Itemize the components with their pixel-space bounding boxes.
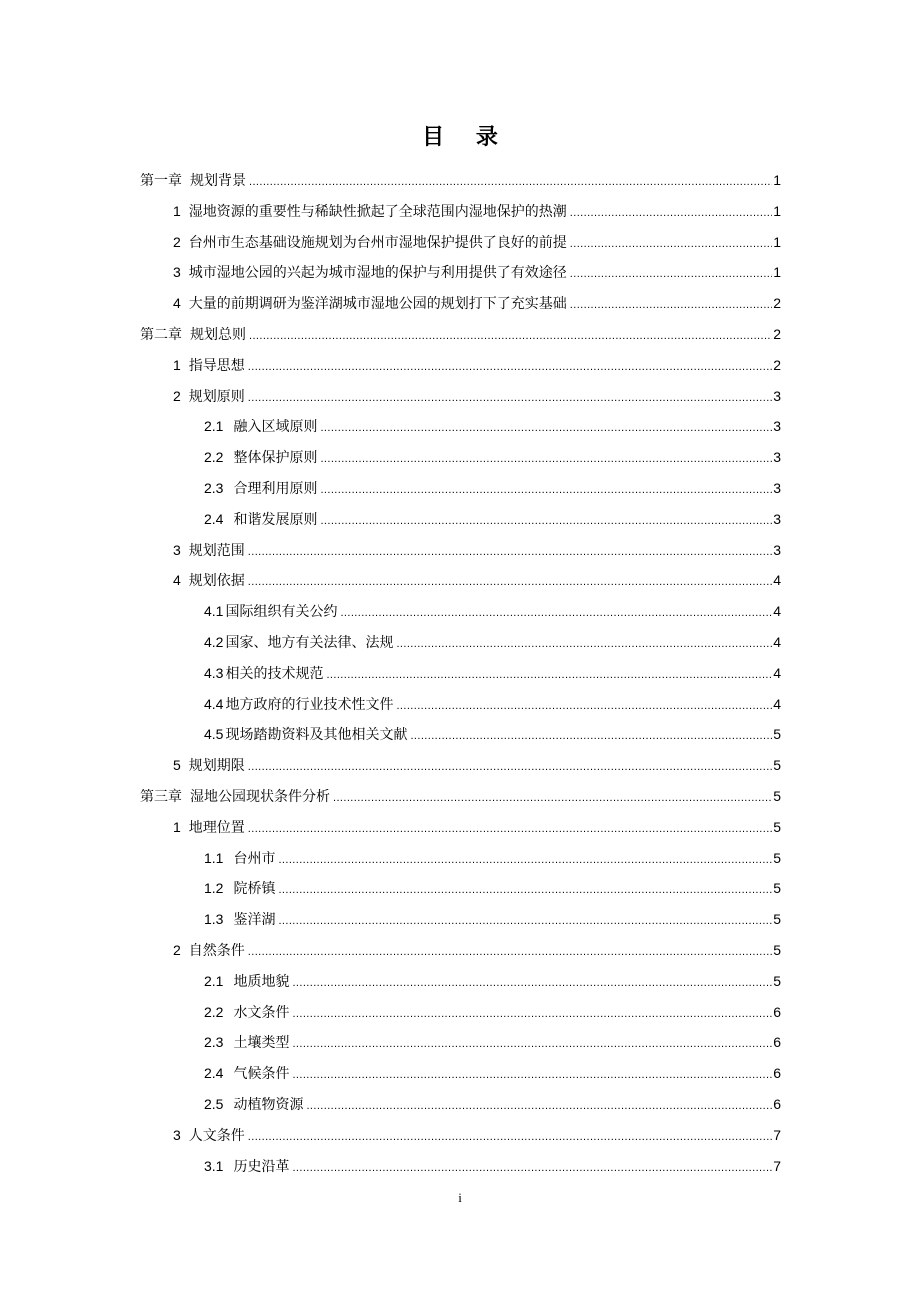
toc-entry[interactable] bbox=[140, 596, 781, 627]
toc-dot-leader bbox=[396, 691, 772, 722]
toc-dot-leader bbox=[570, 198, 772, 229]
toc-entry[interactable] bbox=[140, 319, 781, 350]
toc-entry-title: 历史沿革 bbox=[233, 1158, 290, 1175]
toc-entry-page: 4 bbox=[773, 695, 781, 712]
toc-dot-leader bbox=[396, 629, 772, 660]
toc-entry-number: 4.3 bbox=[204, 664, 224, 681]
toc-entry[interactable] bbox=[140, 565, 781, 596]
toc-entry-title: 国际组织有关公约 bbox=[225, 604, 338, 621]
toc-entry[interactable] bbox=[140, 873, 781, 904]
toc-dot-leader bbox=[248, 1122, 772, 1153]
toc-dot-leader bbox=[248, 383, 772, 414]
toc-entry-page: 1 bbox=[773, 202, 781, 219]
toc-dot-leader bbox=[292, 1029, 772, 1060]
toc-entry-number: 5 bbox=[173, 757, 181, 774]
toc-entry-page: 4 bbox=[773, 633, 781, 650]
toc-entry-number: 2 bbox=[173, 233, 181, 250]
toc-entry-number: 4.5 bbox=[204, 726, 224, 743]
toc-dot-leader bbox=[278, 845, 772, 876]
toc-entry-title: 湿地公园现状条件分析 bbox=[190, 788, 330, 805]
toc-entry-number: 2.2 bbox=[204, 1003, 224, 1020]
toc-entry-number: 2 bbox=[173, 387, 181, 404]
toc-entry-number: 3 bbox=[173, 541, 181, 558]
toc-entry[interactable] bbox=[140, 1151, 781, 1182]
toc-entry[interactable] bbox=[140, 1089, 781, 1120]
toc-entry-number: 3 bbox=[173, 1126, 181, 1143]
page-number-footer: i bbox=[458, 1190, 462, 1205]
toc-entry-page: 5 bbox=[773, 941, 781, 958]
toc-entry[interactable] bbox=[140, 935, 781, 966]
toc-entry-title: 指导思想 bbox=[188, 357, 245, 374]
toc-entry-number: 2.4 bbox=[204, 1065, 224, 1082]
toc-entry-number: 4.2 bbox=[204, 633, 224, 650]
toc-entry-title: 鉴洋湖 bbox=[233, 912, 276, 929]
toc-entry-title: 规划原则 bbox=[188, 388, 245, 405]
toc-entry-title: 台州市生态基础设施规划为台州市湿地保护提供了良好的前提 bbox=[188, 234, 567, 251]
toc-entry-page: 5 bbox=[773, 849, 781, 866]
toc-title: 目 录 bbox=[422, 125, 510, 150]
toc-entry[interactable] bbox=[140, 535, 781, 566]
toc-entry-page: 2 bbox=[773, 325, 781, 342]
toc-entry[interactable] bbox=[140, 504, 781, 535]
toc-dot-leader bbox=[340, 598, 772, 629]
toc-entry[interactable] bbox=[140, 1120, 781, 1151]
toc-entry-title: 气候条件 bbox=[233, 1066, 290, 1083]
toc-entry[interactable] bbox=[140, 781, 781, 812]
toc-entry[interactable] bbox=[140, 750, 781, 781]
toc-dot-leader bbox=[249, 321, 772, 352]
toc-entry-number: 2.3 bbox=[204, 1034, 224, 1051]
toc-entry-number: 1 bbox=[173, 356, 181, 373]
toc-dot-leader bbox=[248, 814, 772, 845]
toc-entry-page: 5 bbox=[773, 972, 781, 989]
toc-entry-number: 第三章 bbox=[140, 788, 182, 805]
toc-entry-number: 4 bbox=[173, 295, 181, 312]
toc-entry-page: 3 bbox=[773, 541, 781, 558]
toc-entry-title: 整体保护原则 bbox=[233, 450, 318, 467]
toc-entry[interactable] bbox=[140, 719, 781, 750]
toc-entry-page: 5 bbox=[773, 726, 781, 743]
toc-entry-page: 4 bbox=[773, 603, 781, 620]
toc-entry-title: 湿地资源的重要性与稀缺性掀起了全球范围内湿地保护的热潮 bbox=[188, 203, 567, 220]
toc-dot-leader bbox=[320, 444, 772, 475]
toc-dot-leader bbox=[320, 413, 772, 444]
toc-entry-title: 和谐发展原则 bbox=[233, 511, 318, 528]
toc-entry-number: 2.1 bbox=[204, 418, 224, 435]
toc-entry-title: 规划期限 bbox=[188, 758, 245, 775]
toc-dot-leader bbox=[248, 352, 772, 383]
toc-entry-number: 1 bbox=[173, 202, 181, 219]
toc-dot-leader bbox=[292, 1060, 772, 1091]
toc-entry-page: 3 bbox=[773, 387, 781, 404]
toc-entry-title: 大量的前期调研为鉴洋湖城市湿地公园的规划打下了充实基础 bbox=[188, 296, 567, 313]
toc-entry-title: 地方政府的行业技术性文件 bbox=[225, 696, 394, 713]
toc-entry-title: 院桥镇 bbox=[233, 881, 276, 898]
toc-entry[interactable] bbox=[140, 997, 781, 1028]
toc-dot-leader bbox=[333, 783, 772, 814]
toc-entry-page: 3 bbox=[773, 479, 781, 496]
toc-entry[interactable] bbox=[140, 381, 781, 412]
toc-dot-leader bbox=[248, 567, 772, 598]
toc-dot-leader bbox=[248, 937, 772, 968]
toc-entry[interactable] bbox=[140, 350, 781, 381]
toc-dot-leader bbox=[410, 721, 772, 752]
toc-dot-leader bbox=[326, 660, 772, 691]
toc-entry-number: 1.2 bbox=[204, 880, 224, 897]
toc-dot-leader bbox=[248, 537, 772, 568]
toc-entry-page: 2 bbox=[773, 295, 781, 312]
toc-dot-leader bbox=[249, 167, 772, 198]
toc-entry[interactable] bbox=[140, 227, 781, 258]
toc-dot-leader bbox=[570, 229, 772, 260]
toc-entry-number: 1.1 bbox=[204, 849, 224, 866]
toc-entry-title: 人文条件 bbox=[188, 1127, 245, 1144]
toc-entry-number: 1.3 bbox=[204, 911, 224, 928]
toc-entry-page: 7 bbox=[773, 1126, 781, 1143]
toc-entry-title: 规划范围 bbox=[188, 542, 245, 559]
toc-entry-title: 现场踏勘资料及其他相关文献 bbox=[225, 727, 408, 744]
toc-entry-number: 第一章 bbox=[140, 173, 182, 189]
toc-entry-page: 5 bbox=[773, 880, 781, 897]
toc-entry-number: 2.4 bbox=[204, 510, 224, 527]
toc-entry[interactable] bbox=[140, 658, 781, 689]
toc-dot-leader bbox=[278, 875, 772, 906]
toc-entry-number: 2 bbox=[173, 941, 181, 958]
toc-entry[interactable] bbox=[140, 473, 781, 504]
toc-dot-leader bbox=[570, 259, 772, 290]
toc-entry-page: 2 bbox=[773, 356, 781, 373]
toc-entry-page: 1 bbox=[773, 172, 781, 188]
toc-entry-title: 国家、地方有关法律、法规 bbox=[225, 634, 394, 651]
toc-entry-number: 4 bbox=[173, 572, 181, 589]
toc-entry-page: 4 bbox=[773, 664, 781, 681]
toc-entry-page: 3 bbox=[773, 449, 781, 466]
toc-entry-title: 自然条件 bbox=[188, 942, 245, 959]
toc-entry-number: 2.1 bbox=[204, 972, 224, 989]
toc-entry[interactable] bbox=[140, 1027, 781, 1058]
toc-entry-page: 5 bbox=[773, 757, 781, 774]
toc-entry-title: 规划依据 bbox=[188, 573, 245, 590]
toc-entry-number: 2.5 bbox=[204, 1095, 224, 1112]
toc-entry-title: 合理利用原则 bbox=[233, 480, 318, 497]
toc-entry-title: 动植物资源 bbox=[233, 1096, 304, 1113]
toc-dot-leader bbox=[292, 968, 772, 999]
toc-entry[interactable] bbox=[140, 288, 781, 319]
toc-entry-number: 4.4 bbox=[204, 695, 224, 712]
toc-entry[interactable] bbox=[140, 966, 781, 997]
toc-entry[interactable] bbox=[140, 812, 781, 843]
toc-entry[interactable] bbox=[140, 442, 781, 473]
toc-entry-title: 城市湿地公园的兴起为城市湿地的保护与利用提供了有效途径 bbox=[188, 265, 567, 282]
toc-entry-page: 1 bbox=[773, 233, 781, 250]
toc-dot-leader bbox=[570, 290, 772, 321]
toc-entry-page: 3 bbox=[773, 418, 781, 435]
toc-entry-page: 5 bbox=[773, 911, 781, 928]
toc-dot-leader bbox=[306, 1091, 772, 1122]
table-of-contents bbox=[140, 165, 781, 1181]
toc-entry-page: 6 bbox=[773, 1003, 781, 1020]
toc-entry-page: 4 bbox=[773, 572, 781, 589]
toc-entry-page: 1 bbox=[773, 264, 781, 281]
toc-dot-leader bbox=[320, 475, 772, 506]
toc-entry[interactable] bbox=[140, 165, 781, 196]
toc-entry-title: 地质地貌 bbox=[233, 973, 290, 990]
toc-entry-number: 第二章 bbox=[140, 326, 182, 343]
toc-entry-page: 7 bbox=[773, 1157, 781, 1174]
toc-entry-page: 6 bbox=[773, 1034, 781, 1051]
toc-entry-number: 2.2 bbox=[204, 449, 224, 466]
toc-entry-page: 6 bbox=[773, 1095, 781, 1112]
toc-entry[interactable] bbox=[140, 843, 781, 874]
toc-entry[interactable] bbox=[140, 627, 781, 658]
toc-entry-title: 融入区域原则 bbox=[233, 419, 318, 436]
toc-entry-title: 水文条件 bbox=[233, 1004, 290, 1021]
toc-entry-number: 3 bbox=[173, 264, 181, 281]
toc-entry-title: 相关的技术规范 bbox=[225, 665, 324, 682]
toc-entry-page: 3 bbox=[773, 510, 781, 527]
toc-entry-title: 台州市 bbox=[233, 850, 276, 867]
toc-dot-leader bbox=[248, 752, 772, 783]
toc-entry-page: 5 bbox=[773, 818, 781, 835]
toc-entry[interactable] bbox=[140, 904, 781, 935]
toc-dot-leader bbox=[292, 999, 772, 1030]
toc-dot-leader bbox=[292, 1153, 772, 1184]
toc-entry-page: 6 bbox=[773, 1065, 781, 1082]
toc-dot-leader bbox=[278, 906, 772, 937]
toc-entry[interactable] bbox=[140, 1058, 781, 1089]
toc-entry-title: 规划背景 bbox=[190, 173, 246, 189]
toc-entry-title: 地理位置 bbox=[188, 819, 245, 836]
toc-entry[interactable] bbox=[140, 689, 781, 720]
toc-entry-number: 2.3 bbox=[204, 479, 224, 496]
toc-entry-title: 土壤类型 bbox=[233, 1035, 290, 1052]
toc-dot-leader bbox=[320, 506, 772, 537]
toc-entry-number: 4.1 bbox=[204, 603, 224, 620]
toc-entry[interactable] bbox=[140, 196, 781, 227]
toc-entry-number: 1 bbox=[173, 818, 181, 835]
toc-entry-page: 5 bbox=[773, 787, 781, 804]
toc-entry[interactable] bbox=[140, 411, 781, 442]
toc-entry-title: 规划总则 bbox=[190, 326, 246, 343]
toc-entry[interactable] bbox=[140, 257, 781, 288]
toc-entry-number: 3.1 bbox=[204, 1157, 224, 1174]
